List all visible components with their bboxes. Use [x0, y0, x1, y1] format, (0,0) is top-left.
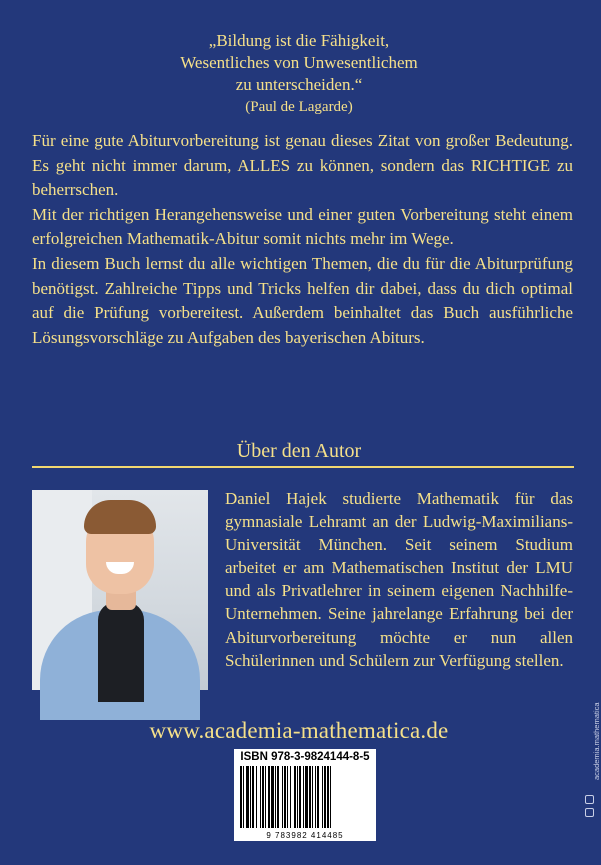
barcode-bar [322, 766, 323, 828]
ean-number: 9 783982 414485 [266, 831, 344, 840]
barcode-bar [294, 766, 296, 828]
barcode-bar [303, 766, 304, 828]
tiktok-icon [585, 808, 594, 817]
barcode-bar [317, 766, 319, 828]
barcode-bar [287, 766, 288, 828]
description-paragraph: In diesem Buch lernst du alle wichtigen Themen, die du für die Abiturprüfung benötigst. Zahlreiche Tipps und Tricks helfen dir dabei, dass du dich optimal auf die Prüfung vorbereitest. Außerdem beinhaltet das Buch ausführliche Lösungsvorschläge zu Aufgaben des bayerischen Abiturs. [32, 253, 573, 347]
barcode-bar [250, 766, 251, 828]
barcode-bar [260, 766, 261, 828]
barcode-bar [324, 766, 326, 828]
barcode-bar [299, 766, 301, 828]
barcode-bar [297, 766, 298, 828]
description-paragraph: Für eine gute Abiturvorbereitung ist genau dieses Zitat von großer Bedeutung. Es geht nicht immer darum, ALLES zu können, sondern das RICHTIGE zu beherrschen. [32, 131, 573, 200]
barcode-bar [312, 766, 313, 828]
barcode-bar [268, 766, 270, 828]
author-photo [32, 490, 208, 690]
section-divider [32, 466, 574, 468]
barcode-bar [282, 766, 283, 828]
barcode-bar [309, 766, 311, 828]
author-section-title: Über den Autor [236, 440, 362, 462]
barcode-bar [265, 766, 266, 828]
barcode-bars [240, 766, 370, 828]
barcode-bar [277, 766, 279, 828]
barcode-bar [262, 766, 264, 828]
book-description [32, 129, 573, 350]
social-icons [585, 795, 595, 821]
quote-line: Wesentliches von Unwesentlichem [180, 53, 418, 72]
barcode-bar [246, 766, 249, 828]
barcode-bar [240, 766, 242, 828]
barcode-bar [284, 766, 286, 828]
quote-line: „Bildung ist die Fähigkeit, [208, 31, 390, 50]
barcode-bar [271, 766, 274, 828]
barcode-bar [256, 766, 257, 828]
author-bio-text: Daniel Hajek studierte Mathematik für das gymnasiale Lehramt an der Ludwig-Maximilians-Universität München. Seit seinem Studium arbeitet er am Mathematischen Institut der LMU und als Privatlehrer in seinem eigenen Nachhilfe-Unternehmen. Seine jahrelange Erfahrung bei der Abiturvorbereitung möchte er nun allen Schülerinnen und Schülern zur Verfügung stellen. [225, 489, 573, 670]
author-bio [225, 487, 573, 672]
quote-author: (Paul de Lagarde) [245, 99, 353, 115]
barcode-bar [327, 766, 329, 828]
barcode-bar [275, 766, 276, 828]
quote-block [0, 30, 598, 118]
barcode-bar [252, 766, 254, 828]
barcode-bar [243, 766, 244, 828]
barcode-bar [315, 766, 316, 828]
website-link[interactable]: www.academia-mathematica.de [149, 718, 449, 743]
quote-line: zu unterscheiden.“ [235, 75, 363, 94]
barcode-bar [290, 766, 291, 828]
social-handle: academia.mathematica [592, 702, 601, 780]
instagram-icon [585, 795, 594, 804]
barcode-bar [330, 766, 331, 828]
isbn-barcode [234, 749, 376, 841]
isbn-label: ISBN 978-3-9824144-8-5 [240, 751, 370, 763]
description-paragraph: Mit der richtigen Herangehensweise und einer guten Vorbereitung steht einem erfolgreichen Mathematik-Abitur somit nichts mehr im Wege. [32, 204, 573, 249]
barcode-bar [305, 766, 308, 828]
